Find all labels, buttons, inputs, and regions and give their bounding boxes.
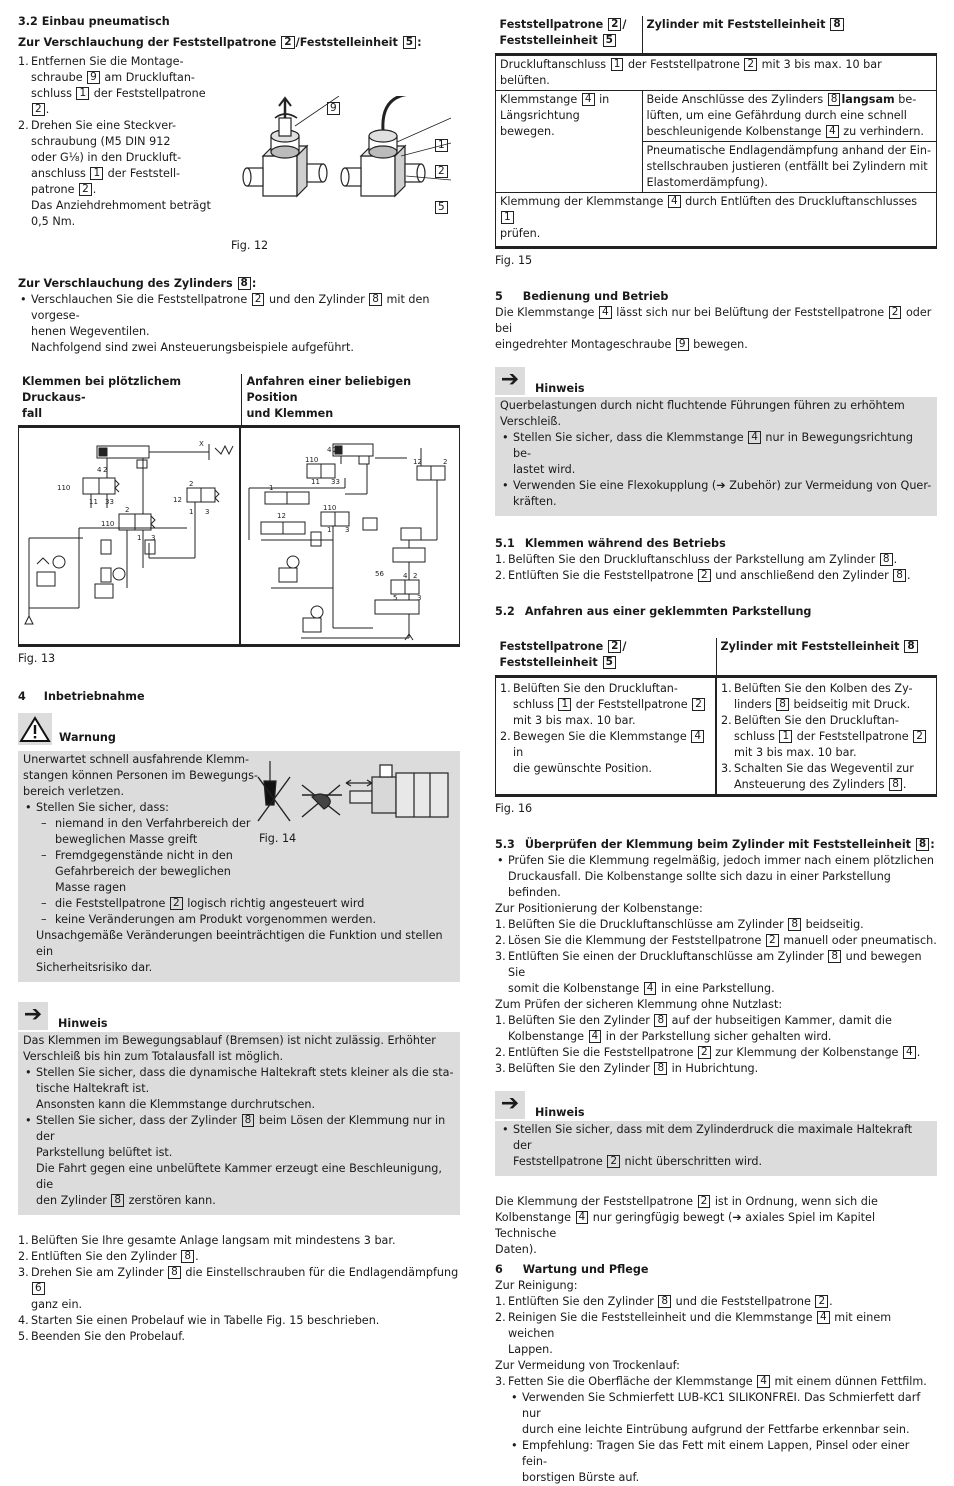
warning-dash-4: – keine Veränderungen am Produkt vorgenommen werden. [23,912,455,928]
warning-triangle-icon [18,713,52,745]
list-item: 1. Belüften Sie den Druckluftanschluss der Parkstellung am Zylinder 8 . [495,553,898,566]
svg-text:3: 3 [151,534,156,542]
fig16-header-2: Zylinder mit Feststelleinheit 8 [716,638,937,677]
svg-text:X: X [199,440,204,448]
list-item: 2. Reinigen Sie die Feststelleinheit und die Klemmstange 4 mit einem weichen Lappen. [495,1311,892,1356]
section-5-3-title: 5.3 Überprüfen der Klemmung beim Zylinder mit Feststelleinheit 8 : [495,838,935,851]
hinweis-bullet: • Stellen Sie sicher, dass mit dem Zylinderdruck die maximale Haltekraft der Feststellpatrone 2 nicht überschritten wird. [500,1122,932,1170]
list-item: 2. Lösen Sie die Klemmung der Feststellpatrone 2 manuell oder pneumatisch. [495,934,937,947]
list-item: 1. Belüften Sie den Kolben des Zy- linders 8 beidseitig mit Druck. [721,682,913,711]
right-column [495,16,937,1486]
hinweis-header-1 [18,1002,460,1032]
warning-text: Unerwartet schnell ausfahrende Klemm- stangen können Personen im Bewegungs- bereich verletzen. [23,753,258,798]
list-item: 3. Schalten Sie das Wegeventil zur Ansteuerung des Zylinders 8 . [721,762,914,791]
arrow-right-icon: ➔ [18,1002,48,1030]
svg-text:1: 1 [269,484,274,492]
arrow-right-icon: ➔ [495,1091,525,1119]
list-item: 5. Beenden Sie den Probelauf. [18,1330,185,1343]
arrow-right-icon: ➔ [495,367,525,395]
list-item: 1. Belüften Sie den Zylinder 8 auf der hubseitigen Kammer, damit die Kolbenstange 4 in der Parkstellung sicher gehalten wird. [495,1014,892,1043]
svg-text:2: 2 [125,506,130,514]
svg-text:110: 110 [101,520,115,528]
svg-text:3: 3 [417,594,422,602]
fig12-callout-2: 2 [434,164,449,180]
hinweis-bullet-2: • Stellen Sie sicher, dass der Zylinder 8 beim Lösen der Klemmung nur in der Parkstellung belüftet ist. Die Fahrt gegen eine unbelüftete Kammer erzeugt eine Beschleunigung, die den Zylinder 8 zerstören kann. [23,1113,455,1209]
hinweis-label: Hinweis [58,1017,108,1030]
warning-label: Warnung [59,731,116,744]
dry-run-intro: Zur Vermeidung von Trockenlauf: [495,1359,680,1372]
svg-text:2: 2 [333,446,338,454]
check-bullet: • Prüfen Sie die Klemmung regelmäßig, jedoch immer nach einem plötzlichen Druckausfall. Die Kolbenstange sollte sich dazu in einer Parkstellung befinden. [495,853,937,901]
fig12-callout-1: 1 [434,138,449,154]
positioning-intro: Zur Positionierung der Kolbenstange: [495,902,703,915]
hinweis-text: Das Klemmen im Bewegungsablauf (Bremsen) ist nicht zulässig. Erhöhter Verschleiß bis hin zum Totalausfall ist möglich. [23,1034,436,1063]
section-5-2-title: 5.2 Anfahren aus einer geklemmten Parkstellung [495,605,812,618]
list-item: 1. Belüften Sie die Druckluftanschlüsse am Zylinder 8 beidseitig. [495,918,864,931]
list-item: 3. Fetten Sie die Oberfläche der Klemmstange 4 mit einem dünnen Fettfilm. [495,1375,927,1388]
fig15-row-2-right: Beide Anschlüsse des Zylinders 8 langsam be- lüften, um eine Gefährdung durch eine schnell beschleunigende Kolbenstange 4 zu verhindern. [642,91,937,142]
svg-text:1: 1 [137,534,142,542]
hinweis-bullet-1: • Stellen Sie sicher, dass die dynamische Haltekraft stets kleiner als die sta- tische Haltekraft ist. Ansonsten kann die Klemmstange durchrutschen. [23,1065,455,1113]
svg-text:2: 2 [443,458,448,466]
fig15-row-2-left: Klemmstange 4 in Längsrichtung bewegen. [496,91,643,193]
fig15-header-2: Zylinder mit Feststelleinheit 8 [642,16,937,55]
fig12-illustration [231,96,466,216]
fig16-table [495,638,937,797]
hinweis-box-1 [18,1032,460,1215]
check-intro: Zum Prüfen der sicheren Klemmung ohne Nutzlast: [495,998,783,1011]
tubing-bullet: • Verschlauchen Sie die Feststellpatrone 2 und den Zylinder 8 mit den vorgese- henen Wegeventilen. Nachfolgend sind zwei Ansteuerungsbeispiele aufgeführt. [18,292,460,356]
hinweis-box-2 [495,397,937,516]
svg-text:110: 110 [323,504,337,512]
warning-bullet: • Stellen Sie sicher, dass: [23,800,455,816]
list-item: 1. Entlüften Sie den Zylinder 8 und die Feststellpatrone 2 . [495,1295,833,1308]
svg-text:2: 2 [103,466,108,474]
svg-text:1: 1 [327,526,332,534]
warning-end: Unsachgemäße Veränderungen beeinträchtigen die Funktion und stellen ein Sicherheitsrisiko dar. [36,929,443,974]
svg-text:12: 12 [173,496,182,504]
grease-bullet-1: • Verwenden Sie Schmierfett LUB-KC1 SILIKONFREI. Das Schmierfett darf nur durch eine leichte Eintrübung aufgrund der Fettfarbe erkennbar sein. [509,1390,937,1438]
list-item: 1. Belüften Sie Ihre gesamte Anlage langsam mit mindestens 3 bar. [18,1234,396,1247]
fig16-caption: Fig. 16 [495,802,533,815]
svg-text:2: 2 [413,572,418,580]
svg-text:4: 4 [97,466,102,474]
svg-text:1: 1 [189,508,194,516]
section-6-title: 6 Wartung und Pflege [495,1263,649,1276]
list-item: 4. Starten Sie einen Probelauf wie in Tabelle Fig. 15 beschrieben. [18,1314,380,1327]
hinweis-header-3 [495,1091,937,1121]
fig16-cell-2 [716,677,937,796]
fig15-row-4: Klemmung der Klemmstange 4 durch Entlüften des Druckluftanschlusses 1 prüfen. [500,195,918,240]
section-3-2-title: 3.2 Einbau pneumatisch [18,15,170,28]
svg-text:11: 11 [311,478,320,486]
circuit-diagram-1 [19,428,241,644]
fig15-header-1: Feststellpatrone 2 / Feststelleinheit 5 [496,16,643,55]
fig14-caption: Fig. 14 [259,832,297,845]
hinweis-box-3 [495,1121,937,1176]
left-column [18,14,460,1345]
section-5-text: Die Klemmstange 4 lässt sich nur bei Belüftung der Feststellpatrone 2 oder bei eingedrehter Montageschraube 9 bewegen. [495,306,932,351]
svg-text:5: 5 [393,594,398,602]
commissioning-steps [18,1233,460,1345]
fig13-table [18,374,460,667]
fig13-header-1: Klemmen bei plötzlichem Druckaus- fall [18,374,242,425]
fig12-callout-9: 9 [326,101,341,117]
fig16-cell-1 [496,677,717,796]
section-3-2-subtitle-2: Zur Verschlauchung des Zylinders 8 : [18,277,257,290]
svg-text:56: 56 [375,570,384,578]
list-item: 1. Entfernen Sie die Montage- schraube 9 am Druckluftan- schluss 1 der Feststellpatrone 2 . [18,55,206,116]
section-4-title: 4 Inbetriebnahme [18,690,145,703]
warning-dash-2: – Fremdgegenstände nicht in den Gefahrbereich der beweglichen Masse ragen [23,848,455,896]
svg-text:110: 110 [305,456,319,464]
hinweis-label: Hinweis [535,1106,585,1119]
list-item: 2. Belüften Sie den Druckluftan- schluss 1 der Feststellpatrone 2 mit 3 bis max. 10 bar. [721,713,932,761]
list-item: 1. Belüften Sie den Druckluftan- schluss 1 der Feststellpatrone 2 mit 3 bis max. 10 bar. [500,681,711,729]
hinweis-bullet-2: • Verwenden Sie eine Flexokupplung (➔ Zubehör) zur Vermeidung von Quer- kräften. [500,478,932,510]
fig13-header-2: Anfahren einer beliebigen Position und Klemmen [246,375,412,420]
hinweis-label: Hinweis [535,382,585,395]
hinweis-header-2 [495,367,937,397]
clamping-ok-text: Die Klemmung der Feststellpatrone 2 ist in Ordnung, wenn sich die Kolbenstange 4 nur geringfügig bewegt (➔ axiales Spiel im Kapitel Technische Daten). [495,1195,878,1256]
svg-text:4: 4 [327,446,332,454]
warning-header [18,713,460,751]
svg-text:2: 2 [189,480,194,488]
svg-text:3: 3 [345,526,350,534]
warning-box [18,751,460,982]
list-item: 2. Entlüften Sie die Feststellpatrone 2 und anschließend den Zylinder 8 . [495,569,911,582]
svg-text:12: 12 [413,458,422,466]
fig15-table [495,16,937,249]
fig16-header-1: Feststellpatrone 2 / Feststelleinheit 5 [496,638,717,677]
cleaning-intro: Zur Reinigung: [495,1279,578,1292]
svg-text:110: 110 [57,484,71,492]
hinweis-text: Querbelastungen durch nicht fluchtende Führungen führen zu erhöhtem Verschleiß. [500,399,905,428]
svg-text:33: 33 [331,478,340,486]
section-3-2-subtitle-1: Zur Verschlauchung der Feststellpatrone 2 /Feststelleinheit 5 : [18,36,422,49]
circuit-diagram-2 [241,428,461,644]
hinweis-bullet-1: • Stellen Sie sicher, dass die Klemmstange 4 nur in Bewegungsrichtung be- lastet wird. [500,430,932,478]
fig12-caption: Fig. 12 [231,239,269,252]
fig15-row-1: Druckluftanschluss 1 der Feststellpatrone 2 mit 3 bis max. 10 bar belüften. [500,58,882,87]
fig13-caption: Fig. 13 [18,652,56,665]
fig15-caption: Fig. 15 [495,254,533,267]
svg-text:11: 11 [89,498,98,506]
list-item: 2. Entlüften Sie den Zylinder 8 . [18,1250,199,1263]
fig14-illustration [254,755,454,825]
warning-dash-3: – die Feststellpatrone 2 logisch richtig angesteuert wird [23,896,455,912]
svg-text:12: 12 [277,512,286,520]
svg-text:33: 33 [105,498,114,506]
list-item: 3. Entlüften Sie einen der Druckluftanschlüsse am Zylinder 8 und bewegen Sie somit die Kolbenstange 4 in eine Parkstellung. [495,950,922,995]
list-item: 3. Drehen Sie am Zylinder 8 die Einstellschrauben für die Endlagendämpfung 6 ganz ein. [18,1266,459,1311]
grease-bullet-2: • Empfehlung: Tragen Sie das Fett mit einem Lappen, Pinsel oder einer fein- borstigen Bürste auf. [509,1438,937,1486]
list-item: 2. Entlüften Sie die Feststellpatrone 2 zur Klemmung der Kolbenstange 4 . [495,1046,921,1059]
svg-text:3: 3 [205,508,210,516]
warning-dash-1: – niemand in den Verfahrbereich der beweglichen Masse greift [23,816,455,848]
list-item: 2. Bewegen Sie die Klemmstange 4 in die gewünschte Position. [500,729,711,777]
list-item: 2. Drehen Sie eine Steckver- schraubung (M5 DIN 912 oder G⅛) in den Druckluft- anschluss 1 der Feststell- patrone 2 . Das Anziehdrehmoment beträgt 0,5 Nm. [18,119,211,228]
list-item: 3. Belüften Sie den Zylinder 8 in Hubrichtung. [495,1062,759,1075]
section-5-title: 5 Bedienung und Betrieb [495,290,669,303]
fig15-row-3-right: Pneumatische Endlagendämpfung anhand der Ein- stellschrauben justieren (entfällt bei Zylindern mit Elastomerdämpfung). [646,144,931,189]
svg-text:4: 4 [403,572,408,580]
section-5-1-title: 5.1 Klemmen während des Betriebs [495,537,726,550]
fig12-callout-5: 5 [434,200,449,216]
install-steps [18,54,218,230]
